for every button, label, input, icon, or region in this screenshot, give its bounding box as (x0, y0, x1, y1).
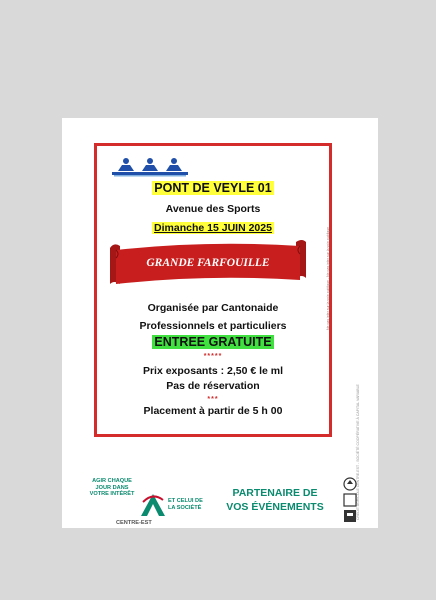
ca-tagline-2: ET CELUI DE LA SOCIÉTÉ (168, 498, 203, 511)
reservation: Pas de réservation (166, 380, 260, 392)
credit-agricole-block (86, 478, 206, 526)
partner-line-2: VOS ÉVÉNEMENTS (226, 501, 324, 513)
audience: Professionnels et particuliers (139, 320, 287, 332)
ca-tagline-1: AGIR CHAQUE JOUR DANS VOTRE INTÉRÊT (89, 478, 135, 497)
street: Avenue des Sports (165, 203, 261, 215)
side-note: Ne pas jeter sur la voie publique - Ne pas jeter sur la voie publique (326, 226, 330, 330)
entry-free: ENTREE GRATUITE (154, 335, 272, 349)
ca-region: CENTRE-EST (116, 520, 152, 526)
recycling-icons (340, 476, 360, 526)
banner-title: GRANDE FARFOUILLE (146, 257, 270, 269)
location-title: PONT DE VEYLE 01 (154, 181, 272, 195)
event-date: Dimanche 15 JUIN 2025 (154, 222, 272, 234)
legal-note: CRÉDIT AGRICOLE CENTRE-EST - SOCIÉTÉ COOPÉRATIVE À CAPITAL VARIABLE (356, 384, 360, 520)
price: Prix exposants : 2,50 € le ml (142, 365, 284, 377)
credit-agricole-logo (139, 492, 167, 518)
organizer: Organisée par Cantonaide (147, 302, 279, 314)
stars-divider-1: ***** (203, 353, 223, 360)
stars-divider-2: *** (207, 396, 219, 403)
partner-banner (222, 486, 328, 514)
placement: Placement à partir de 5 h 00 (143, 405, 283, 417)
partner-line-1: PARTENAIRE DE (232, 487, 318, 499)
rowing-boat-logo (112, 156, 188, 178)
